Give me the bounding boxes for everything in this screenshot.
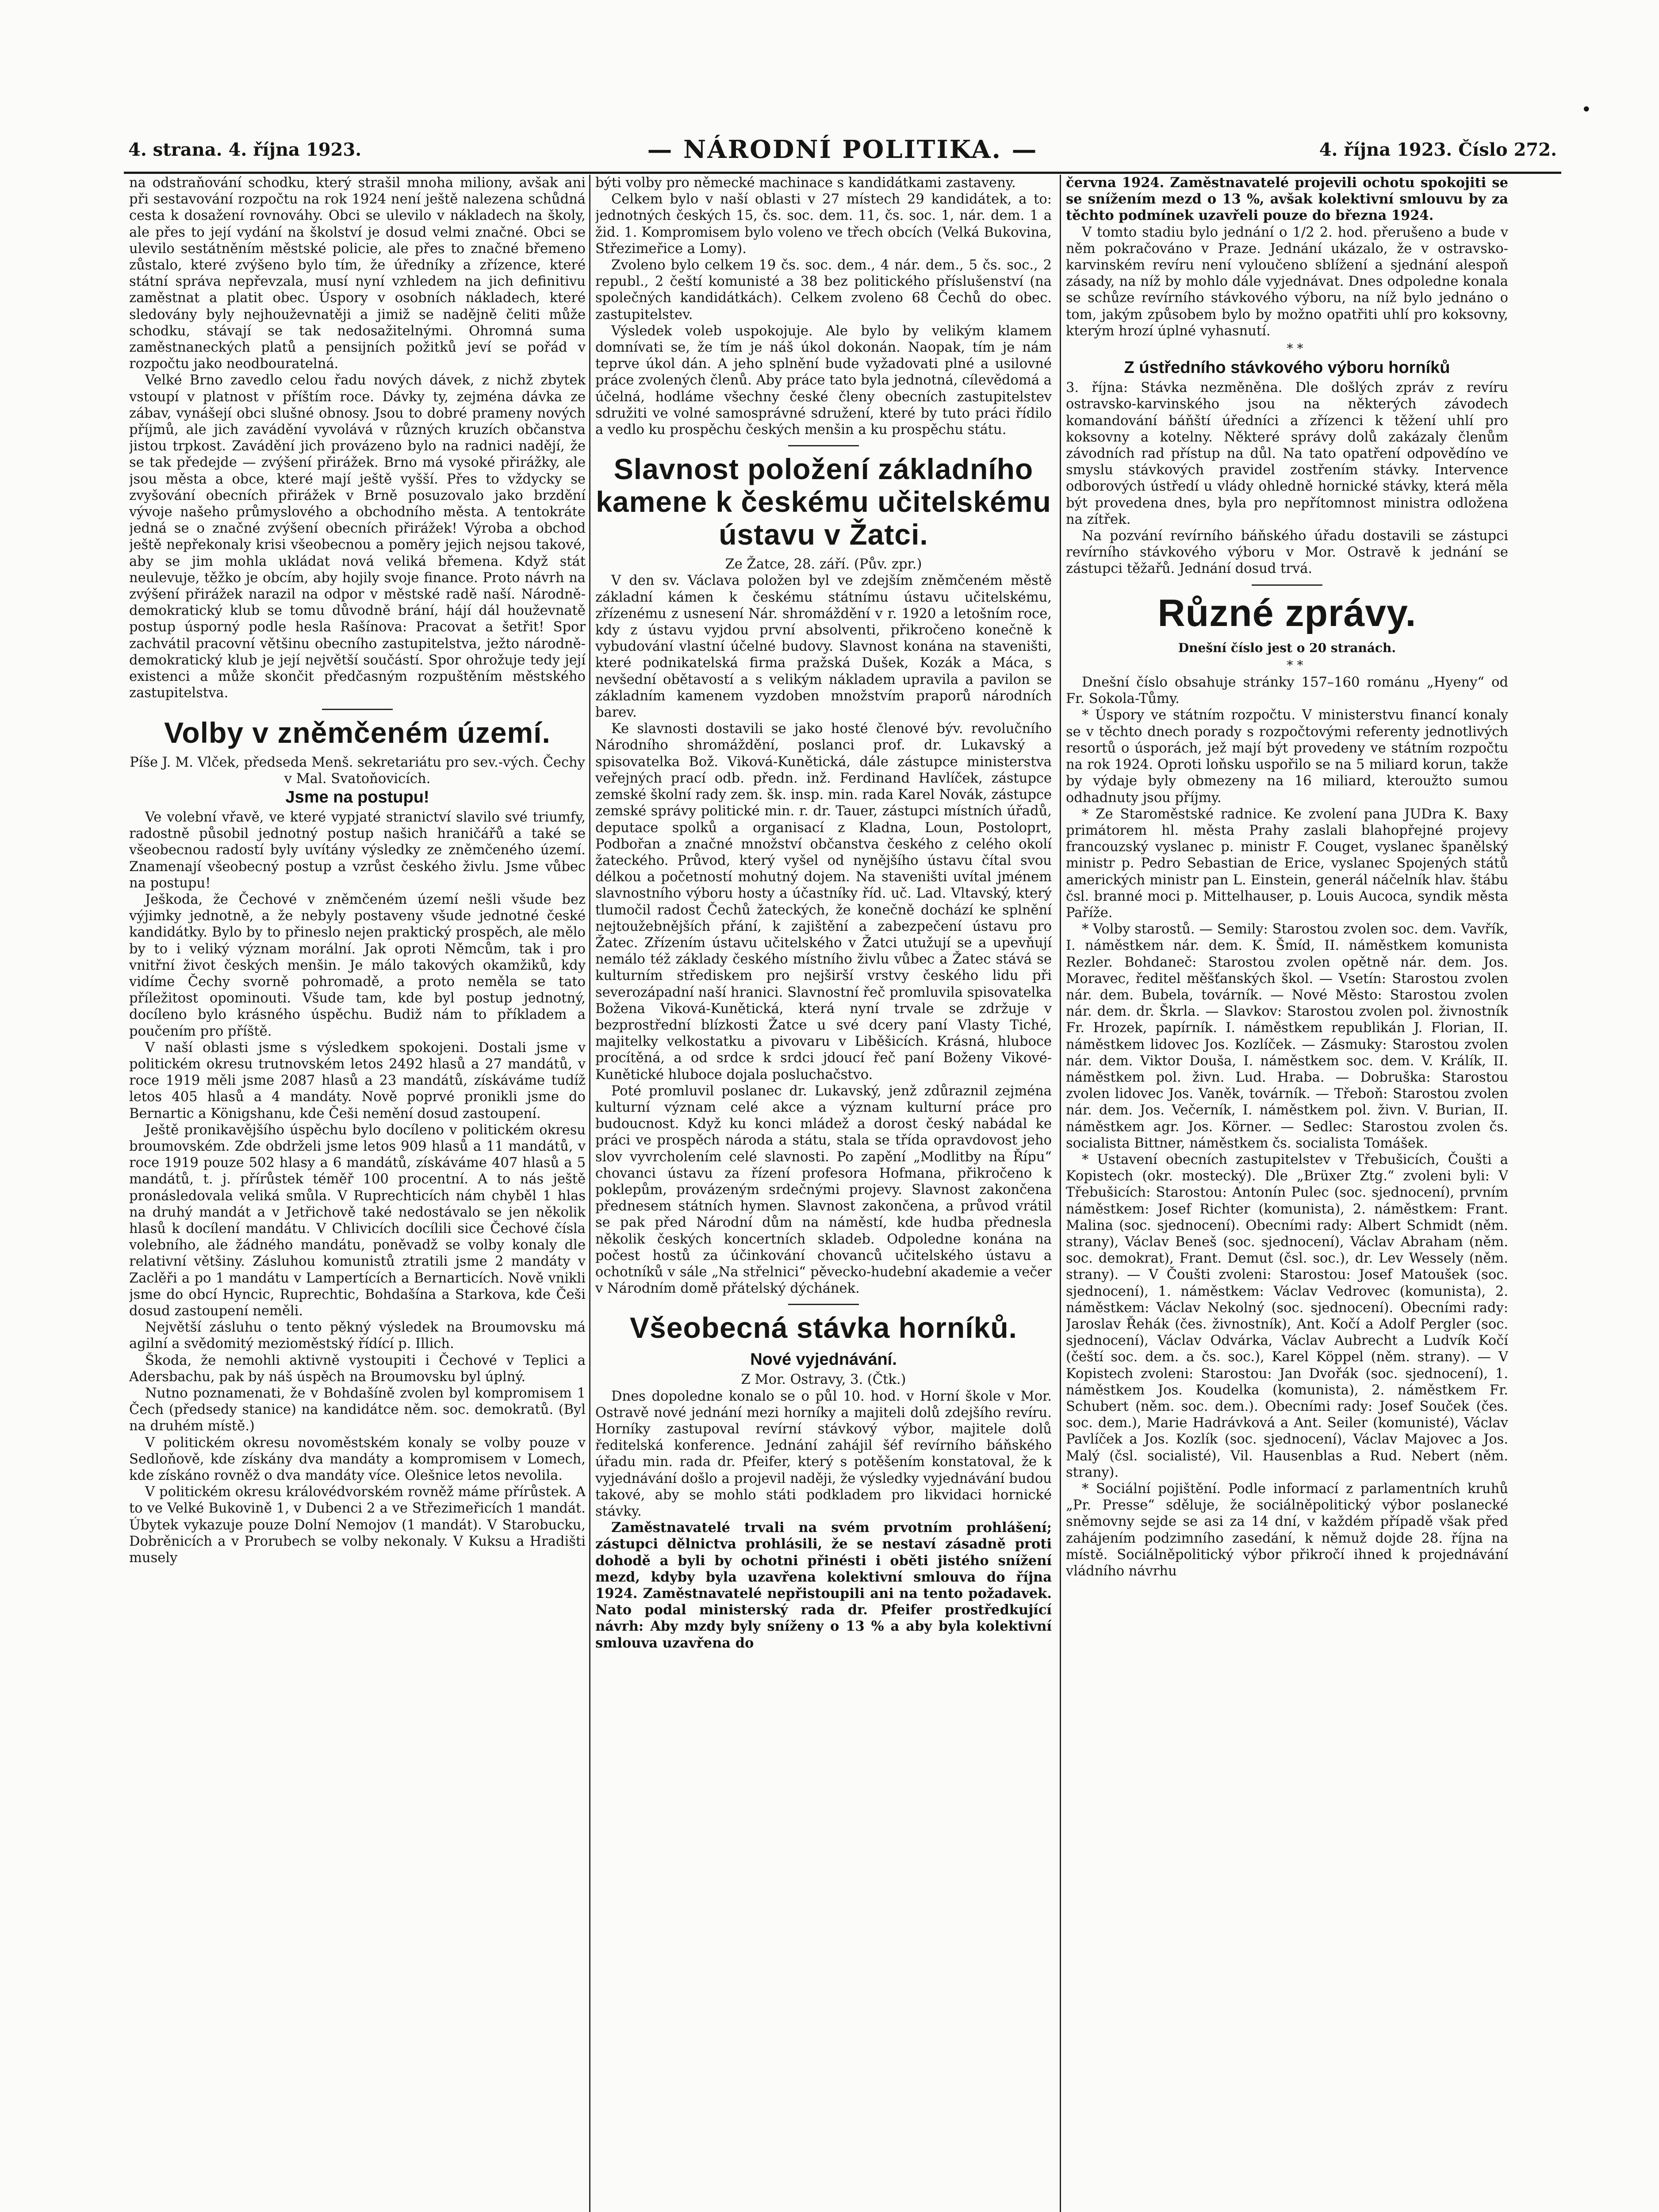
- section-stars: * *: [1287, 341, 1303, 356]
- section-stars: * *: [1287, 657, 1303, 672]
- header-issue-number: 4. října 1923. Číslo 272.: [1319, 139, 1557, 160]
- slavnost-paragraph-2: Ke slavnosti dostavili se jako hosté členové býv. revolučního Národního shromáždění, poslanci prof. dr. Lukavský a spisovatelka Bož. Viková-Kunětická, dále zástupce ministerstva veřejných prací odb. předn. inž. Ferdinand Havlíček, zástupce zemské školní rady zem. šk. insp. min. rada Karel Novák, zástupce zemské správy politické min. r. dr. Tauer, zástupci místních úřadů, deputace spolků a organisací z Kladna, Loun, Postoloprt, Podbořan a značné množství občanstva českého z celého okolí žateckého. Průvod, který vyšel od nynějšího ústavu čítal svou délkou a početností mohutný dojem. Na staveništi uvítal jménem slavnostního výboru hosty a účastníky říd. uč. Lad. Vltavský, který tlumočil radost Čechů žateckých, že konečně dochází ke splnění nejtoužebnějších přání, k zajištění a zabezpečení ústavu pro Žatec. Zřízením ústavu učitelského v Žatci utužují se a upevňují nemálo též základy českého místního živlu vůbec a Žatec stává se kulturním střediskem pro nejširší vrstvy českého lidu při severozápadní naší hranici. Slavnostní řeč promluvila spisovatelka Božena Viková-Kunětická, která nyní trvale se zdržuje v bezprostřední blízkosti Žatce u své dcery paní Vlasty Tiché, majitelky velkostatku a pivovaru v Liběšicích. Krásná, hluboce procítěná, a od srdce k srdci jdoucí řeč paní Boženy Vikové-Kunětické hluboce dojala posluchačstvo.: [595, 721, 1052, 1083]
- brno-taxes-paragraph: Velké Brno zavedlo celou řadu nových dávek, z nichž zbytek vstoupí v platnost v příštím roce. Dávky ty, zejména dávka ze zábav, vynášejí obci slušné obnosy. Jsou to dobré prameny nových příjmů, ale jich zavádění vyvolává v různých kruzích občanstva jistou trpkost. Zavádění jich provázeno bylo na radnici nadějí, že se tak předejde — zvýšení přirážek. Brno má vysoké přirážky, ale jsou města a obce, které mají ještě vyšší. Přes to vždycky se zvyšování obecních přirážek v Brně posuzovalo jako brzdění vývoje našeho průmyslového a obchodního města. A tentokráte jedná se o značné zvýšení obecních přirážek! Výroba a obchod ještě nepřekonaly krisi všeobecnou a poměry jejich nejsou takové, aby se jim mohla ukládat nová veliká břemena. Když stát neulevuje, těžko je obcím, aby hojily svoje finance. Proto návrh na zvýšení přirážek narazil na odpor v městské radě naší. Národně-demokratický klub se tomu důvodně brání, hájí dál houževnatě postup úsporný podle hesla Rašínova: Pracovat a šetřit! Spor zachvátil pracovní většinu obecního zastupitelstva, ježto národně-demokratický klub je její největší součástí. Spor ohrožuje tedy její existenci a může skončit předčasným rozpuštěním městského zastupitelstva.: [129, 373, 586, 701]
- volby-paragraph-6: Škoda, že nemohli aktivně vystoupiti i Čechové v Teplici a Adersbachu, pak by náš úspěch na Broumovsku byl úplný.: [129, 1352, 586, 1385]
- ruzne-paragraph-pojisteni: * Sociální pojištění. Podle informací z parlamentních kruhů „Pr. Presse“ sděluje, že sociálněpolitický výbor poslanecké sněmovny sejde se asi za 14 dní, v každém případě však před zahájením podzimního zasedání, k němuž dojde 28. října na místě. Sociálněpolitický výbor přikročí ihned k projednávání vládního návrhu: [1066, 1481, 1508, 1579]
- volby-paragraph-12: Výsledek voleb uspokojuje. Ale bylo by velikým klamem domnívati se, že tím je náš úkol dokonán. Naopak, tím je nám teprve úkol dán. A jeho splnění bude vyžadovati plné a usilovné práce zvolených členů. Aby práce tato byla jednotná, cílevědomá a účelná, hodláme všechny české členy obecních zastupitelstev sdružiti ve volné samosprávné sdružení, které by tuto práci řídilo a vedlo ku prospěchu českých menšin a ku prospěchu státu.: [595, 323, 1052, 438]
- column-1: [129, 175, 586, 2212]
- dateline-zatec: Ze Žatce, 28. září. (Pův. zpr.): [725, 557, 922, 572]
- volby-paragraph-7: Nutno poznamenati, že v Bohdašíně zvolen byl kompromisem 1 Čech (předsedy stanice) na kandidátce něm. soc. demokratů. (Byl na druhém místě.): [129, 1386, 586, 1434]
- volby-paragraph-10: Celkem bylo v naší oblasti v 27 místech 29 kandidátek, a to: jednotných českých 15, čs. soc. dem. 11, čs. soc. 1, nár. dem. 1 a žid. 1. Kompromisem bylo voleno ve třech obcích (Velká Bukovina, Střezimeřice a Lomy).: [595, 192, 1052, 257]
- slavnost-paragraph-1: V den sv. Václava položen byl ve zdejším zněmčeném městě základní kámen k českému státnímu ústavu učitelskému, zřízenému z usnesení Nár. shromáždění v r. 1920 a letošním roce, kdy z ústavu vyjdou první absolventi, přikročeno konečně k vybudování vlastní účelné budovy. Slavnost konána na staveništi, které podnikatelská firma pražská Dušek, Kozák a Máca, s nevšední obětavostí a s velikým nákladem upravila a pavilon se základním kamenem vyzdoben množstvím praporů národních barev.: [595, 573, 1052, 721]
- volby-paragraph-5: Největší zásluhu o tento pěkný výsledek na Broumovsku má agilní a svědomitý mezioměstský řídící p. Illich.: [129, 1320, 586, 1352]
- page-header: [128, 135, 1557, 170]
- stavka-continuation: června 1924. Zaměstnavatelé projevili ochotu spokojiti se se snížením mezd o 13 %, avšak kolektivní smlouvu by za těchto podmínek uzavřeli pouze do března 1924.: [1066, 175, 1508, 224]
- brno-budget-continuation: na odstraňování schodku, který strašil mnoha miliony, avšak ani při sestavování rozpočtu na rok 1924 není ještě nalezena schůdná cesta k dosažení rovnováhy. Obci se ulevilo v nákladech na školy, ale přes to její vydání na školství je dosud velmi značné. Obci se ulevilo sestátněním městské policie, ale přes to značné břemeno zůstalo, které zvýšeno bylo tím, že úředníky a zřízence, které státní správa nepřevzala, musí nyní vzhledem na jich definitivu zaměstnat a platit obec. Úspory v osobních nákladech, které sledovány byly nejhouževnatěji a jimiž se nadějně čeliti může schodku, stávají se tak nedosažitelnými. Ohromná suma zaměstnaneckých platů a pensijních požitků jeví se pořád v rozpočtu jako neodbouratelná.: [129, 175, 586, 372]
- ink-mark: •: [1581, 100, 1592, 120]
- volby-continuation: býti volby pro německé machinace s kandidátkami zastaveny.: [595, 175, 1016, 191]
- volby-paragraph-2: Ješkoda, že Čechové v zněmčeném území nešli všude bez výjimky jednotně, a že nebyly postaveny všude jednotné české kandidátky. Bylo by to přineslo nejen praktický prospěch, ale mělo by to i veliký význam morální. Jak oproti Němcům, tak i pro vnitřní život českých menšin. Je málo takových okamžiků, kdy vidíme Čechy svorně pohromadě, a proto neměla se tato příležitost opominouti. Všude tam, kde byl postup jednotný, docíleno bylo krásného úspěchu. Budiž nám to příkladem a poučením pro příště.: [129, 891, 586, 1039]
- stavka-paragraph-2: Zaměstnavatelé trvali na svém prvotním prohlášení; zástupci dělnictva prohlásili, že se nestaví zásadně proti dohodě a byli by ochotni přinésti i oběti jistého snížení mezd, kdyby byla uzavřena kolektivní smlouva do října 1924. Zaměstnavatelé nepřistoupili ani na tento požadavek. Nato podal ministerský rada dr. Pfeifer prostředkující návrh: Aby mzdy byly sníženy o 13 % a aby byla kolektivní smlouva uzavřena do: [595, 1520, 1052, 1651]
- ruzne-paragraph-radnice: * Ze Staroměstské radnice. Ke zvolení pana JUDra K. Baxy primátorem hl. města Prahy zaslali blahopřejné projevy francouzský vyslanec p. ministr F. Couget, vyslanec španělský ministr p. Pedro Sebastian de Erice, vyslanec Spojených států amerických ministr pan L. Einstein, generál náčelník hlav. štábu čsl. branné moci p. Mittelhauser, p. Louis Aucoca, syndik města Paříže.: [1066, 806, 1508, 921]
- ruzne-paragraph-volby-starostu: * Volby starostů. — Semily: Starostou zvolen soc. dem. Vavřík, I. náměstkem nár. dem. K. Šmíd, II. náměstkem komunista Rezler. Bohdaneč: Starostou zvolen opětně nár. dem. Jos. Moravec, ředitel měšťanských škol. — Vsetín: Starostou zvolen nár. dem. Bubela, továrník. — Nové Město: Starostou zvolen nár. dem. dr. Škrla. — Slavkov: Starostou zvolen pol. živnostník Fr. Hrozek, papírník. I. náměstkem republikán J. Florian, II. náměstkem lidovec Jos. Kozlíček. — Zásmuky: Starostou zvolen nár. dem. Viktor Douša, I. náměstkem soc. dem. V. Králík, II. náměstkem pol. živn. Lud. Hraba. — Dobruška: Starostou zvolen lidovec Jos. Vaněk, továrník. — Třeboň: Starostou zvolen nár. dem. Jos. Večerník, I. náměstkem pol. živn. V. Burian, II. náměstkem agr. Jos. Körner. — Sedlec: Starostou zvolen čs. socialista Bittner, náměstkem čs. socialista Tomášek.: [1066, 922, 1508, 1151]
- header-page-date: 4. strana. 4. října 1923.: [128, 139, 362, 160]
- dateline-ostrava: Z Mor. Ostravy, 3. (Čtk.): [741, 1372, 906, 1388]
- ustredni-paragraph-2: Na pozvání revírního báňského úřadu dostavili se zástupci revírního stávkového výboru v Mor. Ostravě k jednání se zástupci těžařů. Jednání dosud trvá.: [1066, 528, 1508, 577]
- article-separator: [788, 445, 859, 446]
- stavka-paragraph-1: Dnes dopoledne konalo se o půl 10. hod. v Horní škole v Mor. Ostravě nové jednání mezi horníky a majiteli dolů zdejšího revíru. Horníky zastupoval revírní stávkový výbor, majitele dolů ředitelská konference. Jednání zahájil šéf revírního báňského úřadu min. rada dr. Pfeifer, který s potěšením konstatoval, že k vyjednávání došlo a projevil naději, že výsledky vyjednávání budou takové, aby se mohlo státi podkladem pro likvidaci hornické stávky.: [595, 1388, 1052, 1520]
- subheadline-vyjednavani: Nové vyjednávání.: [750, 1350, 897, 1369]
- volby-paragraph-3: V naší oblasti jsme s výsledkem spokojeni. Dostali jsme v politickém okresu trutnovském letos 2492 hlasů a 27 mandátů, v roce 1919 měli jsme 2087 hlasů a 23 mandátů, získáváme tudíž letos 405 hlasů a 4 mandáty. Nově poprvé pronikli jsme do Bernartic a Königshanu, kde Češi nemění dosud zastoupení.: [129, 1040, 586, 1121]
- headline-stavka: Všeobecná stávka horníků.: [629, 1311, 1017, 1344]
- article-separator: [788, 1304, 859, 1305]
- ruzne-paragraph-roman: Dnešní číslo obsahuje stránky 157–160 románu „Hyeny“ od Fr. Sokola-Tůmy.: [1066, 675, 1508, 707]
- headline-slavnost: Slavnost položení základního kamene k českému učitelskému ústavu v Žatci.: [596, 453, 1051, 551]
- column-3: [1066, 175, 1508, 2212]
- column-divider-1: [589, 175, 590, 2212]
- header-rule: [124, 172, 1561, 174]
- column-divider-2: [1060, 175, 1061, 2212]
- page-count-note: Dnešní číslo jest o 20 stranách.: [1178, 640, 1396, 655]
- subheadline-postup: Jsme na postupu!: [285, 787, 429, 806]
- volby-paragraph-4: Ještě pronikavějšího úspěchu bylo docíleno v politickém okresu broumovském. Zde obdrželi jsme letos 909 hlasů a 11 mandátů, v roce 1919 pouze 502 hlasy a 6 mandátů, získáváme 407 hlasů a 5 mandátů, t. j. přírůstek téměř 100 procentní. A to nás ještě pronásledovala veliká smůla. V Ruprechticích nám chyběl 1 hlas na druhý mandát a v Jetřichově také nedostávalo se jen několik hlasů k docílení mandátu. V Chlivicích docílili sice Čechové čísla volebního, ale žádného mandátu, poněvadž se volby konaly dle relativní většiny. Zásluhou komunistů ztratili jsme 2 mandáty v Zaclěři a po 1 mandátu v Lampertících a Bernarticích. Nově vnikli jsme do obcí Hyncic, Ruprechtic, Bohdašína a Starkova, kde Češi dosud zastoupení neměli.: [129, 1122, 586, 1319]
- headline-ruzne-zpravy: Různé zprávy.: [1157, 591, 1417, 634]
- ustredni-paragraph-1: 3. října: Stávka nezměněna. Dle došlých zpráv z revíru ostravsko-karvinského jsou na některých závodech komandování báňští úředníci a zřízenci k těžení uhlí pro koksovny a kotelny. Některé správy dolů zakázaly členům závodních rad přístup na důl. Na tato opatření odpovědíno ve smyslu stávkových pravidel zostřením stávky. Intervence odborových ústředí u vlády ohledně hornické stávky, která měla být provedena dnes, byla pro nepřítomnost ministra odložena na zítřek.: [1066, 380, 1508, 527]
- volby-paragraph-8: V politickém okresu novoměstském konaly se volby pouze v Sedloňově, kde získány dva mandáty a kompromisem v Lomech, kde získáno rovněž o dva mandáty více. Olešnice letos nevolila.: [129, 1435, 586, 1484]
- volby-paragraph-1: Ve volební vřavě, ve které vypjaté stranictví slavilo své triumfy, radostně působil jednotný postup našich hraničářů a také se všeobecnou radostí byly uvítány výsledky ze zněmčeného území. Znamenají všeobecný postup a vzrůst českého živlu. Jsme vůbec na postupu!: [129, 809, 586, 891]
- headline-ustredni-vybor: Z ústředního stávkového výboru horníků: [1124, 358, 1450, 377]
- headline-volby: Volby v zněmčeném území.: [164, 716, 551, 749]
- ruzne-paragraph-uspory: * Úspory ve státním rozpočtu. V ministerstvu financí konaly se v těchto dnech porady s rozpočtovými referenty jednotlivých resortů o úsporách, jež mají být provedeny ve státním rozpočtu na rok 1924. Oproti loňsku uspořilo se na 5 miliard korun, takže by výdaje byly obmezeny na 16 miliard, kteroužto sumou odhadnuty jsou příjmy.: [1066, 707, 1508, 806]
- slavnost-paragraph-3: Poté promluvil poslanec dr. Lukavský, jenž zdůraznil zejména kulturní význam celé akce a význam kulturní práce pro budoucnost. Když ku konci mládež a dorost český nabádal ke práci ve prospěch národa a státu, stala se třída opravdovost jeho slov vyvrcholením celé slavnosti. Po zapění „Modlitby na Řípu“ chovanci ústavu za řízení profesora Hofmana, přikročeno k poklepům, provázeným srdečnými projevy. Slavnost zakončena přednesem státních hymen. Slavnost zakončena, a průvod vrátil se pak před Národní dům na náměstí, kde hudba přednesla několik českých koncertních skladeb. Odpoledne konána na počest hostů za účinkování chovanců učitelského ústavu a ochotníků v sále „Na střelnici“ pěvecko-hudební akademie a večer v Národním domě přátelský dýchánek.: [595, 1083, 1052, 1297]
- ruzne-paragraph-zastupitelstva: * Ustavení obecních zastupitelstev v Třebušicích, Čoušti a Kopistech (okr. mostecký). Dle „Brüxer Ztg.“ zvoleni byli: V Třebušicích: Starostou: Antonín Pulec (soc. sjednocení), prvním náměstkem: Josef Richter (komunista), 2. náměstkem: Frant. Malina (soc. sjednocení). Obecními rady: Albert Schmidt (něm. strany), Václav Beneš (soc. sjednocení), Václav Abraham (něm. soc. demokrat), Frant. Demut (čsl. soc.), dr. Lev Wessely (něm. strany). — V Čoušti zvoleni: Starostou: Josef Matoušek (soc. sjednocení), 1. náměstkem: Václav Vedrovec (komunista), 2. náměstkem: Václav Nekolný (soc. sjednocení). Obecními rady: Jaroslav Řehák (čes. živnostník), Ant. Kočí a Adolf Pergler (soc. sjednocení), Václav Odvárka, Václav Aubrecht a Ludvík Kočí (čeští soc. dem. a čs. soc.), Karel Köppel (něm. strany). — V Kopistech zvoleni: Starostou: Jan Dvořák (soc. sjednocení), 1. náměstkem Jos. Koudelka (komunista), 2. náměstkem Fr. Schubert (něm. soc. dem.). Obecními rady: Josef Souček (čes. soc. dem.), Marie Hadrávková a Ant. Seiler (komunisté), Václav Pavlíček a Jos. Kozlík (soc. sjednocení), Václav Majovec a Jos. Malý (čsl. socialisté), Vil. Hausenblas a Rud. Nebert (něm. strany).: [1066, 1152, 1508, 1480]
- article-separator: [1252, 584, 1322, 586]
- article-separator: [322, 709, 393, 710]
- column-2: [595, 175, 1052, 2212]
- volby-paragraph-9: V politickém okresu královédvorském rovněž máme přírůstek. A to ve Velké Bukovině 1, v Dubenci 2 a ve Střezimeřicích 1 mandát. Úbytek vykazuje pouze Dolní Nemojov (1 mandát). V Starobucku, Dobrěnicích a v Prorubech se volby nekonaly. V Kuksu a Hradišti musely: [129, 1484, 586, 1566]
- volby-paragraph-11: Zvoleno bylo celkem 19 čs. soc. dem., 4 nár. dem., 5 čs. soc., 2 republ., 2 čeští komunisté a 38 bez politického příslušenství (na společných kandidátkách). Celkem zvoleno 68 Čechů do obec. zastupitelstev.: [595, 257, 1052, 323]
- stavka-paragraph-3: V tomto stadiu bylo jednání o 1/2 2. hod. přerušeno a bude v něm pokračováno v Praze. Jednání ukázalo, že v ostravsko-karvinském revíru není vyloučeno sblížení a sjednání alespoň zásady, na níž by mohlo dále vyjednávat. Dnes odpoledne konala se schůze revírního stávkového výboru, na níž bylo jednáno o tom, jakým způsobem bylo by možno opatřiti uhlí pro koksovny, kterým hrozí úplné vyhasnutí.: [1066, 224, 1508, 339]
- masthead-title: — NÁRODNÍ POLITIKA. —: [647, 135, 1038, 164]
- article-byline: Píše J. M. Vlček, předseda Menš. sekretariátu pro sev.-vých. Čechy v Mal. Svatoňovicích.: [130, 754, 585, 787]
